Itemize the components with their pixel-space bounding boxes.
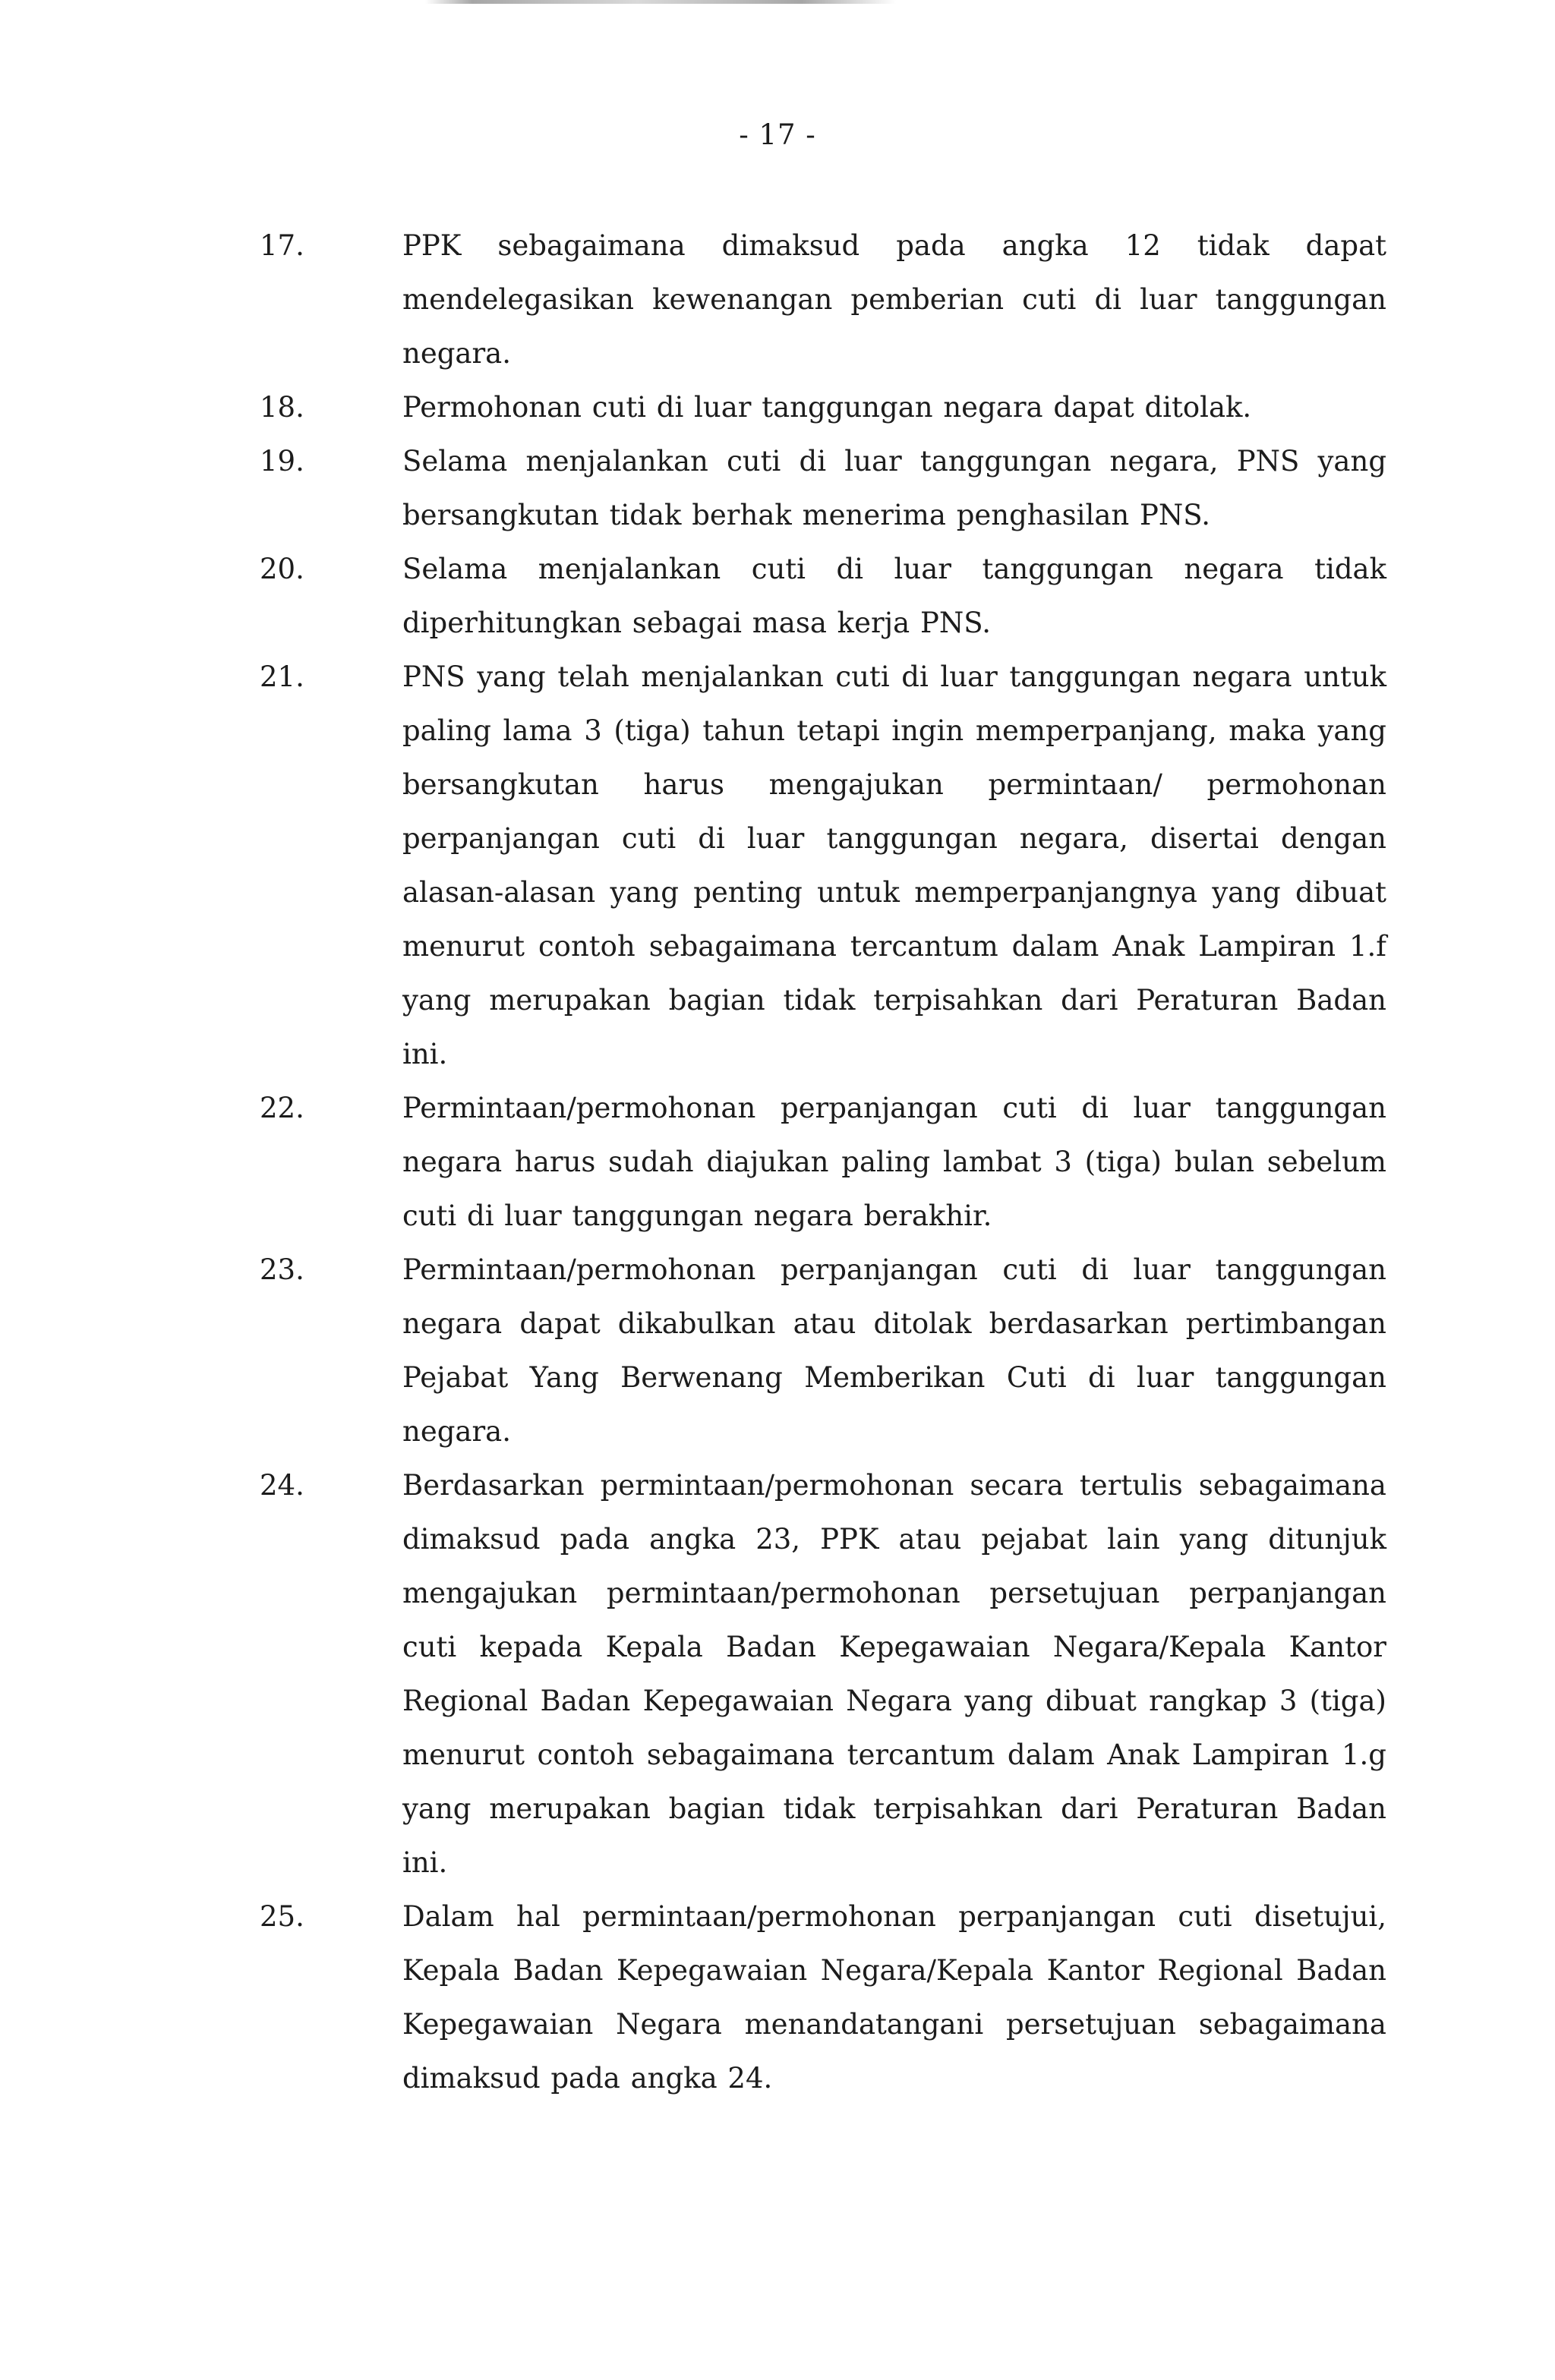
list-item xyxy=(260,1458,1386,1890)
item-text: Permintaan/permohonan perpanjangan cuti di luar tanggungan negara dapat dikabulkan atau ditolak berdasarkan pertimbangan Pejabat Yang Berwenang Memberikan Cuti di luar tanggungan negara. xyxy=(402,1253,1386,1448)
item-text: PNS yang telah menjalankan cuti di luar tanggungan negara untuk paling lama 3 (tiga) tahun tetapi ingin memperpanjang, maka yang bersangkutan harus mengajukan permintaan/ permohonan perpanjangan cuti di luar tanggungan negara, disertai dengan alasan-alasan yang penting untuk memperpanjangnya yang dibuat menurut contoh sebagaimana tercantum dalam Anak Lampiran 1.f yang merupakan bagian tidak terpisahkan dari Peraturan Badan ini. xyxy=(402,660,1386,1070)
item-number: 19. xyxy=(260,445,304,478)
item-number: 17. xyxy=(260,229,304,262)
item-text: Selama menjalankan cuti di luar tanggungan negara, PNS yang bersangkutan tidak berhak menerima penghasilan PNS. xyxy=(402,445,1386,531)
numbered-provisions-list xyxy=(260,219,1386,2105)
list-item xyxy=(260,434,1386,542)
item-number: 24. xyxy=(260,1469,304,1502)
item-number: 21. xyxy=(260,660,304,693)
item-text: Permintaan/permohonan perpanjangan cuti di luar tanggungan negara harus sudah diajukan paling lambat 3 (tiga) bulan sebelum cuti di luar tanggungan negara berakhir. xyxy=(402,1092,1386,1232)
list-item xyxy=(260,1243,1386,1458)
item-number: 18. xyxy=(260,391,304,424)
item-text: Selama menjalankan cuti di luar tanggungan negara tidak diperhitungkan sebagai masa kerja PNS. xyxy=(402,553,1386,639)
list-item xyxy=(260,542,1386,650)
scan-edge-artifact xyxy=(425,0,896,4)
list-item xyxy=(260,1081,1386,1243)
page-number: - 17 - xyxy=(739,118,816,151)
list-item xyxy=(260,380,1386,434)
item-text: Dalam hal permintaan/permohonan perpanjangan cuti disetujui, Kepala Badan Kepegawaian Negara/Kepala Kantor Regional Badan Kepegawaian Negara menandatangani persetujuan sebagaimana dimaksud pada angka 24. xyxy=(402,1900,1386,2095)
item-text: PPK sebagaimana dimaksud pada angka 12 tidak dapat mendelegasikan kewenangan pemberian cuti di luar tanggungan negara. xyxy=(402,229,1386,370)
item-number: 23. xyxy=(260,1253,304,1286)
item-text: Permohonan cuti di luar tanggungan negara dapat ditolak. xyxy=(402,391,1252,424)
item-number: 25. xyxy=(260,1900,304,1933)
item-number: 20. xyxy=(260,553,304,585)
item-number: 22. xyxy=(260,1092,304,1124)
list-item xyxy=(260,650,1386,1081)
item-text: Berdasarkan permintaan/permohonan secara tertulis sebagaimana dimaksud pada angka 23, PPK atau pejabat lain yang ditunjuk mengajukan permintaan/permohonan persetujuan perpanjangan cuti kepada Kepala Badan Kepegawaian Negara/Kepala Kantor Regional Badan Kepegawaian Negara yang dibuat rangkap 3 (tiga) menurut contoh sebagaimana tercantum dalam Anak Lampiran 1.g yang merupakan bagian tidak terpisahkan dari Peraturan Badan ini. xyxy=(402,1469,1386,1879)
list-item xyxy=(260,219,1386,380)
list-item xyxy=(260,1890,1386,2105)
